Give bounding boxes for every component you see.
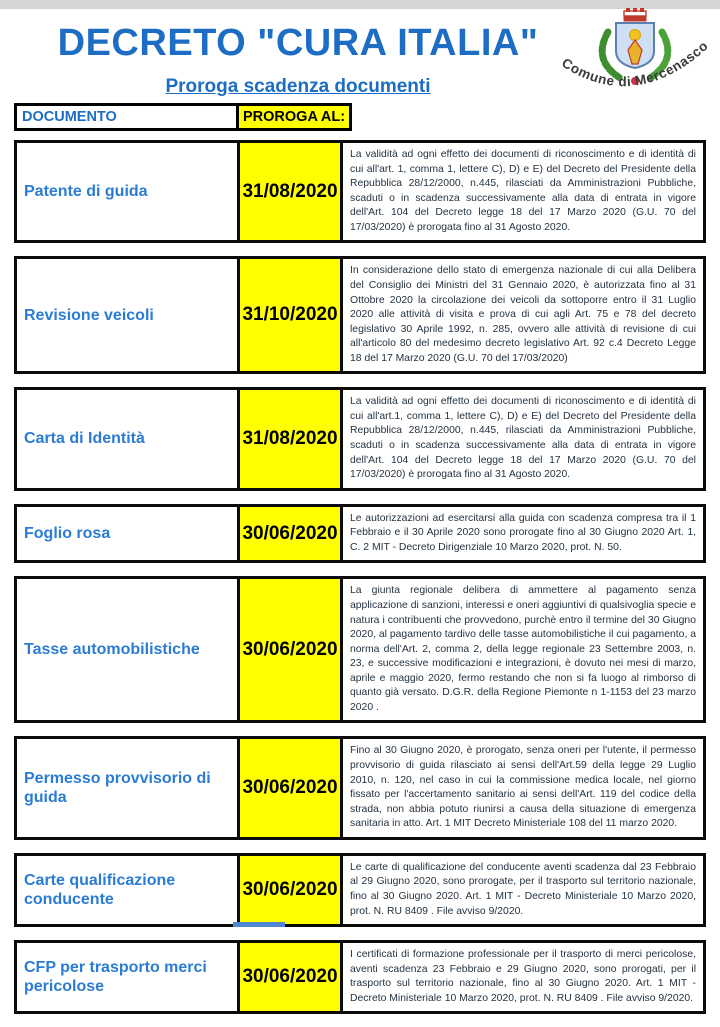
table-row (14, 387, 706, 490)
document-name: CFP per trasporto merci pericolose (24, 959, 207, 996)
proroga-date: 31/08/2020 (237, 390, 343, 487)
table-row (14, 853, 706, 927)
row-description: La validità ad ogni effetto dei documenti di riconoscimento e di identità di cui all'art.1, comma 1, lettere C), D) e E) del Decreto del Presidente della Repubblica 28/12/2000, n.445, rilasciati da Amministrazioni Pubbliche, scaduti o in scadenza successivamente alla data di entrata in vigore dell'Art. 104 del Decreto legge 18 del 17 Marzo 2020 (G.U. 70 del 17/03/2020) è prorogata fino al 31 Agosto 2020. (350, 396, 696, 481)
municipal-crest-logo (554, 4, 716, 114)
table-row (14, 504, 706, 564)
proroga-date: 31/08/2020 (237, 143, 343, 240)
document-name: Permesso provvisorio di guida (24, 769, 211, 807)
document-name: Tasse automobilistiche (24, 641, 200, 659)
table-row (14, 736, 706, 839)
proroga-date: 30/06/2020 (237, 579, 343, 720)
row-description: Le carte di qualificazione del conducente aventi scadenza dal 23 Febbraio al 29 Giugno 2020, sono prorogate, per il trasporto sul territorio nazionale, fino al 30 Giugno 2020. Art. 1 MIT - Decreto Ministeriale 10 Marzo 2020, prot. N. RU 8409 . File avviso 9/2020. (350, 861, 696, 917)
row-description: I certificati di formazione professionale per il trasporto di merci pericolose, aventi scadenza 23 Febbraio e 29 Giugno 2020, sono prorogati, per il trasporto sul territorio nazionale, fino al 30 Giugno 2020. Art. 1 MIT - Decreto Ministeriale 10 Marzo 2020, prot. N. RU 8409 . File avviso 9/2020. (350, 949, 696, 1004)
proroga-date: 30/06/2020 (237, 856, 343, 924)
table-row (14, 140, 706, 243)
page-title: DECRETO "CURA ITALIA" (57, 22, 539, 64)
document-table (14, 140, 706, 1027)
shield-icon (616, 23, 654, 68)
page-subtitle: Proroga scadenza documenti (165, 76, 431, 97)
document-name: Revisione veicoli (24, 306, 154, 324)
table-row (14, 256, 706, 374)
header-proroga-al: PROROGA AL: (236, 106, 349, 128)
table-row (14, 940, 706, 1014)
document-name: Patente di guida (24, 183, 148, 201)
footer-mark (233, 922, 285, 927)
table-header-row (14, 103, 352, 131)
logo-caption: Comune di Mercenasco (559, 37, 712, 90)
proroga-date: 30/06/2020 (237, 507, 343, 561)
header-documento: DOCUMENTO (22, 109, 117, 125)
proroga-date: 31/10/2020 (237, 259, 343, 371)
row-description: La validità ad ogni effetto dei documenti di riconoscimento e di identità di cui all'art. 1, comma 1, lettere C), D) e E) del Decreto del Presidente della Repubblica 28/12/2000, n.445, rilasciati da Amministrazioni Pubbliche, scaduti o in scadenza successivamente alla data di entrata in vigore dell'Art. 104 del Decreto legge 18 del 17 Marzo 2020 (G.U. 70 del 17/03/2020) è prorogata fino al 31 Agosto 2020. (350, 149, 696, 233)
row-description: Fino al 30 Giugno 2020, è prorogato, senza oneri per l'utente, il permesso provvisorio di guida rilasciato ai sensi dell'Art.59 della legge 29 Luglio 2010, n. 120, nel caso in cui la commissione medica locale, nel giorno fissato per l'accertamento sanitario ai sensi dell'Art. 119 del codice della strada, non abbia potuto riunirsi a causa della situazione di emergenza sanitaria in atto. Art. 1 MIT Decreto Ministeriale 108 del 11 marzo 2020. (350, 745, 696, 830)
document-name: Carta di Identità (24, 430, 145, 448)
proroga-date: 30/06/2020 (237, 739, 343, 836)
table-row (14, 576, 706, 723)
document-name: Foglio rosa (24, 524, 111, 542)
row-description: Le autorizzazioni ad esercitarsi alla guida con scadenza compresa tra il 1 Febbraio e il 30 Aprile 2020 sono prorogate fino al 30 Giugno 2020 Art. 1, C. 2 MIT - Decreto Dirigenziale 10 Marzo 2020, prot. N. 50. (350, 512, 696, 553)
row-description: La giunta regionale delibera di ammettere al pagamento senza applicazione di sanzioni, interessi e oneri aggiuntivi di qualsivoglia specie e natura i contribuenti che provvedono, purchè entro il termine del 30 Giugno 2020, al pagamento tardivo delle tasse automobilistiche il cui pagamento, a norma dell'Art. 2, comma 2, della legge regionale 23 Settembre 2003, n. 23, e successive modificazioni e integrazioni, è dovuto nei mesi di marzo, aprile e maggio 2020, fermo restando che non si fa luogo al rimborso di quanto già versato. D.G.R. della Regione Piemonte n 1-1153 del 23 marzo 2020 . (350, 585, 696, 713)
row-description: In considerazione dello stato di emergenza nazionale di cui alla Delibera del Consiglio dei Ministri del 31 Gennaio 2020, è autorizzata fino al 31 Ottobre 2020 la circolazione dei veicoli da sottoporre entro il 31 Luglio 2020 alle attività di visita e prova di cui agli Art. 75 e 78 del decreto legislativo 30 Aprile 1992, n. 285, ovvero alle attività di revisione di cui all'articolo 80 del medesimo decreto legislativo Art. 92 c.4 Decreto Legge 18 del 17 Marzo 2020 (G.U. 70 del 17/03/2020) (350, 265, 696, 364)
proroga-date: 30/06/2020 (237, 943, 343, 1011)
crown-icon (624, 8, 646, 21)
document-name: Carte qualificazione conducente (24, 871, 176, 908)
